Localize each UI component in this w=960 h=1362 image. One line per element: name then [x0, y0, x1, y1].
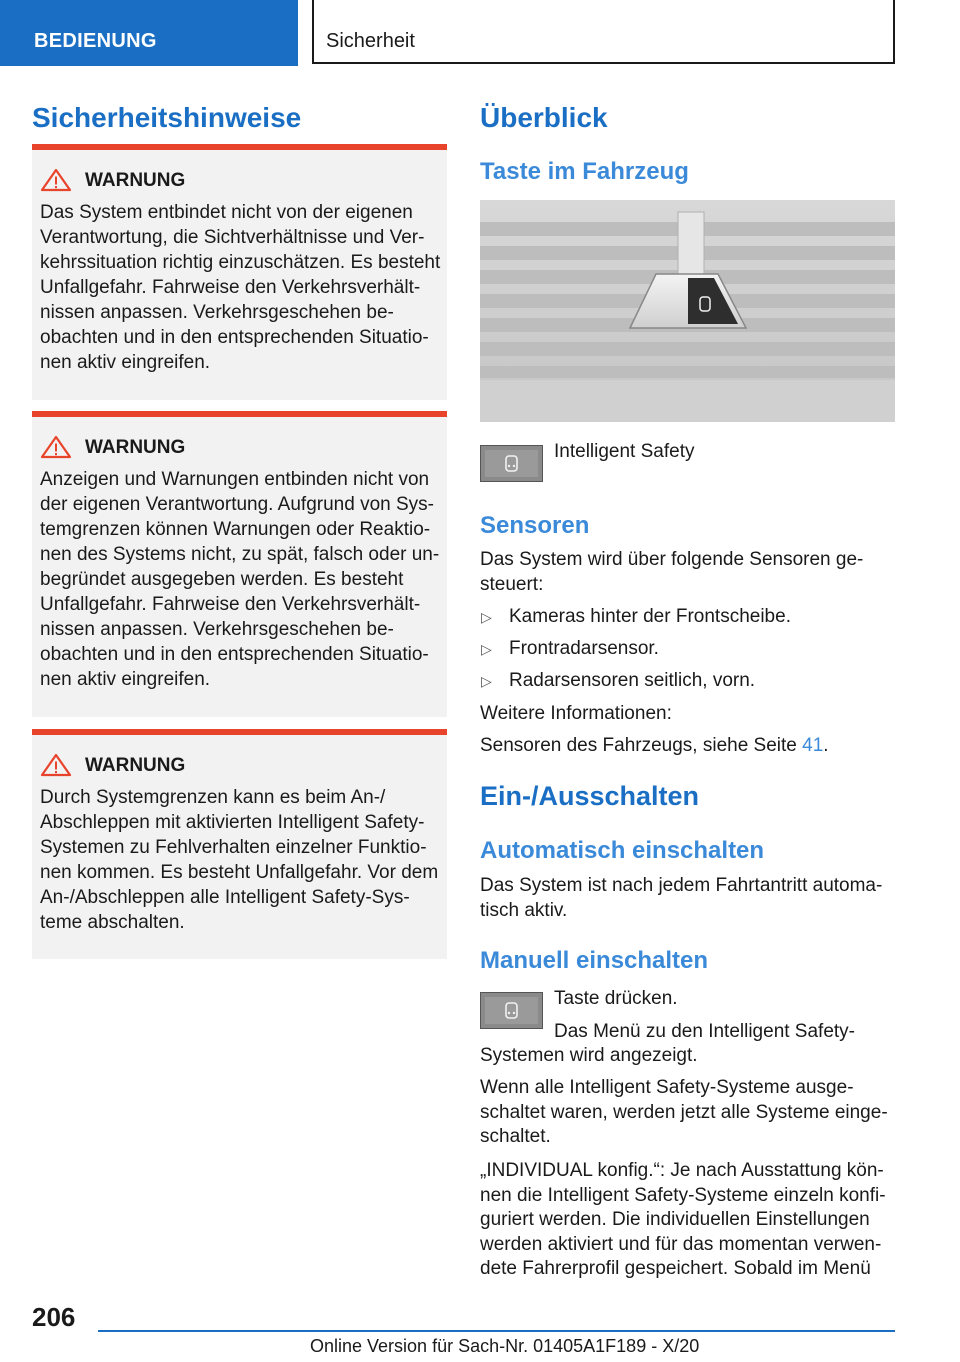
list-item: ▷ Frontradarsensor. — [480, 637, 791, 669]
warning-label: WARNUNG — [85, 170, 186, 191]
warning-label: WARNUNG — [85, 437, 186, 458]
console-button-photo — [480, 200, 895, 422]
page-link[interactable]: 41 — [802, 735, 824, 756]
manual-result-line1: Das Menü zu den Intelligent Safety- — [554, 1021, 856, 1042]
intelligent-safety-button-icon — [480, 992, 543, 1029]
chapter-tab — [312, 0, 895, 64]
footer-online-version: Online Version für Sach-Nr. 01405A1F189 - X/20 — [310, 1336, 700, 1356]
warning-triangle-icon — [40, 753, 72, 777]
manual-on-title: Manuell einschalten — [480, 947, 709, 974]
warning-triangle-icon — [40, 435, 72, 459]
list-item: ▷ Radarsensoren seitlich, vorn. — [480, 669, 791, 701]
all-off-paragraph: Wenn alle Intelligent Safety-Systeme ausge- schaltet waren, werden jetzt alle Systeme einge- schaltet. — [480, 1077, 888, 1147]
on-off-title: Ein-/Ausschalten — [480, 781, 700, 811]
sensors-title: Sensoren — [480, 512, 590, 539]
warning-box-1 — [32, 144, 447, 400]
section-tab — [0, 0, 298, 66]
section-label: BEDIENUNG — [34, 30, 157, 52]
auto-on-text: Das System ist nach jedem Fahrtantritt automa- tisch aktiv. — [480, 875, 883, 921]
warning-box-2 — [32, 411, 447, 717]
triangle-bullet-icon: ▷ — [481, 673, 492, 689]
sensors-intro: Das System wird über folgende Sensoren ge- steuert: — [480, 549, 864, 595]
safety-notes-title: Sicherheitshinweise — [32, 102, 302, 133]
manual-result-line2: Systemen wird angezeigt. — [480, 1045, 698, 1066]
manual-step: Taste drücken. — [554, 988, 678, 1009]
chapter-label: Sicherheit — [326, 30, 415, 52]
triangle-bullet-icon: ▷ — [481, 641, 492, 657]
warning-label: WARNUNG — [85, 755, 186, 776]
warning-text: Das System entbindet nicht von der eigenen Verantwortung, die Sichtverhältnisse und Ver- kehrssituation richtig einzuschätzen. Es besteht Unfallgefahr. Fahrweise den Verkehrsverhält- nissen anpassen. Verkehrsgeschehen be- obachten und in den entsprechenden Situatio- nen aktiv eingreifen. — [40, 202, 441, 373]
sensor-list — [480, 605, 791, 701]
auto-on-title: Automatisch einschalten — [480, 837, 765, 864]
warning-text: Durch Systemgrenzen kann es beim An-/ Abschleppen mit aktivierten Intelligent Safety- Systemen zu Fehlverhalten einzelner Funktio- nen kommen. Es besteht Unfallgefahr. Vor dem An-/Abschleppen alle Intelligent Safety-Sys- teme abschalten. — [40, 787, 439, 933]
page-number: 206 — [32, 1302, 76, 1332]
more-info-label: Weitere Informationen: — [480, 703, 672, 724]
warning-triangle-icon — [40, 168, 72, 192]
sensor-reference: Sensoren des Fahrzeugs, siehe Seite 41. — [480, 735, 829, 756]
button-caption: Intelligent Safety — [554, 441, 695, 462]
list-item: ▷ Kameras hinter der Frontscheibe. — [480, 605, 791, 637]
button-in-vehicle-title: Taste im Fahrzeug — [480, 158, 689, 185]
individual-config-paragraph: „INDIVIDUAL konfig.“: Je nach Ausstattung kön- nen die Intelligent Safety-Systeme einzeln konfi- guriert werden. Die individuellen Einstellungen werden aktiviert und für das momentan verwen- dete Fahrerprofil gespeichert. Sobald im Menü — [480, 1160, 886, 1279]
warning-text: Anzeigen und Warnungen entbinden nicht von der eigenen Verantwortung. Aufgrund von Sys- temgrenzen können Warnungen oder Reaktio- nen des Systems nicht, zu spät, falsch oder un- begründet ausgegeben werden. Es besteht Unfallgefahr. Fahrweise den Verkehrsverhält- nissen anpassen. Verkehrsgeschehen be- obachten und in den entsprechenden Situatio- nen aktiv eingreifen. — [40, 469, 440, 690]
overview-title: Überblick — [480, 102, 608, 133]
footer-divider — [98, 1330, 895, 1332]
intelligent-safety-button-icon — [480, 445, 543, 482]
warning-box-3 — [32, 729, 447, 959]
triangle-bullet-icon: ▷ — [481, 609, 492, 625]
